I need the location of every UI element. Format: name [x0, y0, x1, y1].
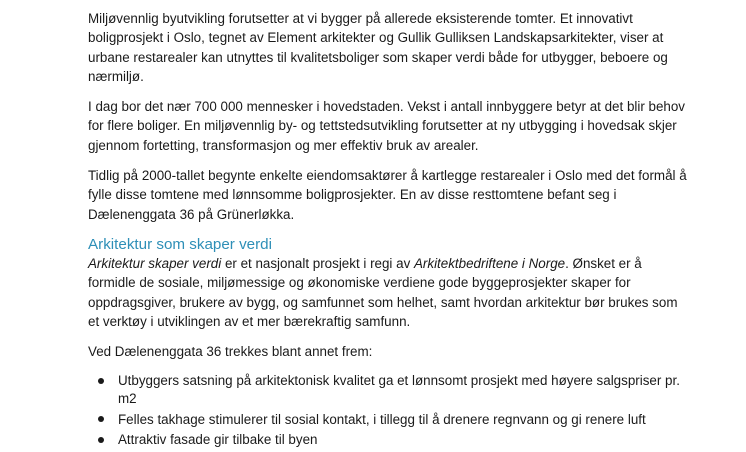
list-item-text: Utbyggers satsning på arkitektonisk kvalitet ga et lønnsomt prosjekt med høyere salgspriser pr. m2: [118, 373, 680, 407]
document-page: [88, 9, 688, 452]
bullet-icon: [98, 437, 104, 443]
highlights-list: [88, 372, 688, 448]
section-paragraph-2: Ved Dælenenggata 36 trekkes blant annet frem:: [88, 344, 373, 360]
list-item-text: Felles takhage stimulerer til sosial kontakt, i tillegg til å drenere regnvann og gi renere luft: [118, 411, 646, 427]
organization-name-emphasis: Arkitektbedriftene i Norge: [414, 255, 566, 271]
section-paragraph-1: [88, 254, 688, 331]
bullet-icon: [98, 378, 104, 384]
section-paragraph-1-text-a: er et nasjonalt prosjekt i regi av: [221, 255, 414, 271]
bullet-icon: [98, 416, 104, 422]
project-name-emphasis: Arkitektur skaper verdi: [88, 255, 222, 271]
intro-paragraph-3: Tidlig på 2000-tallet begynte enkelte eiendomsaktører å kartlegge restarealer i Oslo med det formål å fylle disse tomtene med lønnsomme boligprosjekter. En av disse resttomtene befant seg i Dælenenggata 36 på Grünerløkka.: [88, 168, 687, 222]
list-item: [88, 372, 688, 407]
intro-paragraph-2: I dag bor det nær 700 000 mennesker i hovedstaden. Vekst i antall innbyggere betyr at det blir behov for flere boliger. En miljøvennlig by- og tettstedsutvikling forutsetter at ny utbygging i hovedsak skjer gjennom fortetting, transformasjon og mer effektiv bruk av arealer.: [88, 99, 686, 153]
list-item-text: Attraktiv fasade gir tilbake til byen: [118, 432, 318, 448]
section-heading: Arkitektur som skaper verdi: [88, 235, 272, 253]
intro-paragraph-1: Miljøvennlig byutvikling forutsetter at vi bygger på allerede eksisterende tomter. Et innovativt boligprosjekt i Oslo, tegnet av Element arkitekter og Gullik Gulliksen Landskapsarkitekter, viser at urbane restarealer kan utnyttes til kvalitetsboliger som skaper verdi både for utbygger, beboere og nærmiljø.: [88, 11, 668, 84]
list-item: [88, 411, 688, 429]
section-paragraph-1-text-b: . Ønsket er å formidle de sosiale, miljømessige og økonomiske verdiene gode byggeprosjekter skaper for oppdragsgiver, brukere av bygg, og samfunnet som helhet, samt hvordan arkitektur bør brukes som et verktøy i utviklingen av et mer bærekraftig samfunn.: [88, 255, 678, 329]
list-item: [88, 431, 688, 449]
